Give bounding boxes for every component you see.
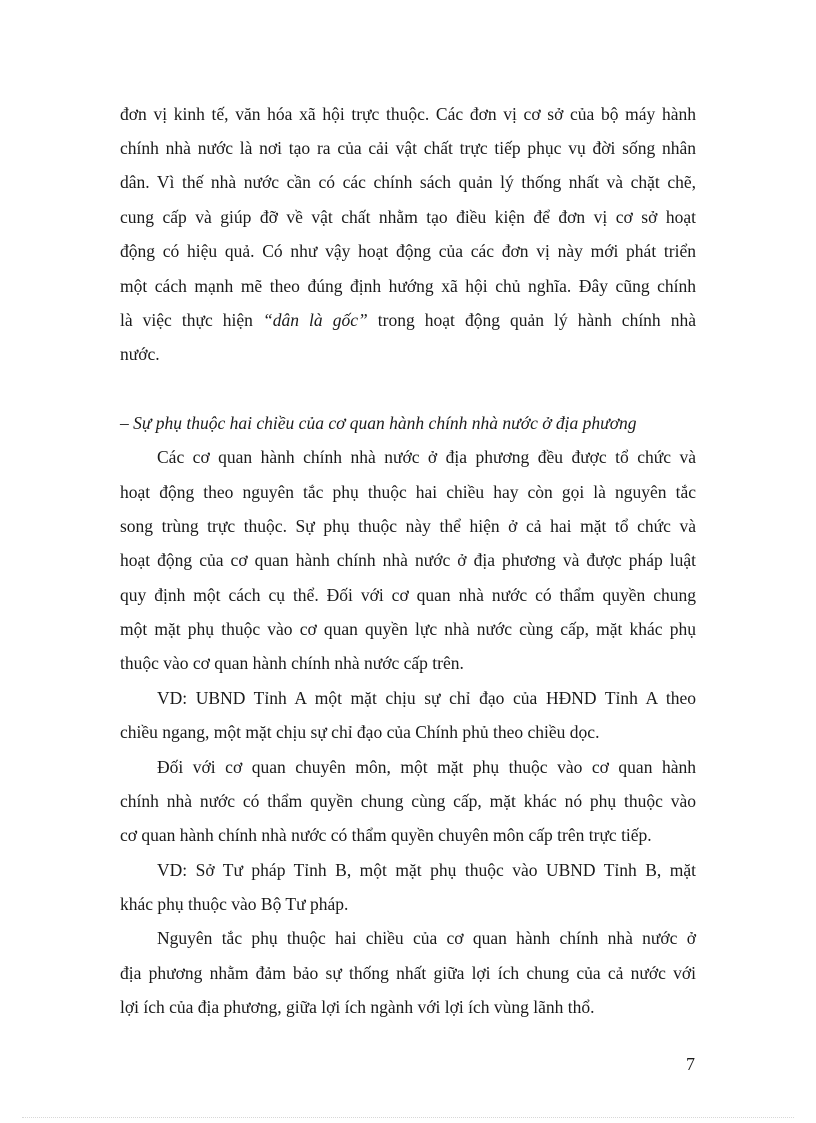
footer-divider	[22, 1117, 794, 1118]
paragraph1-line-4: cung cấp và giúp đỡ về vật chất nhằm tạo điều kiện để đơn vị cơ sở hoạt	[120, 207, 696, 227]
paragraph1-line-2: chính nhà nước là nơi tạo ra của cải vật chất trực tiếp phục vụ đời sống nhân	[120, 138, 696, 158]
paragraph2-line-2: hoạt động theo nguyên tắc phụ thuộc hai chiều hay còn gọi là nguyên tắc	[120, 482, 696, 502]
paragraph2-line-5: quy định một cách cụ thể. Đối với cơ quan nhà nước có thẩm quyền chung	[120, 585, 696, 605]
paragraph2-line-4: hoạt động của cơ quan hành chính nhà nước ở địa phương và được pháp luật	[120, 550, 696, 570]
paragraph3-line-2: chính nhà nước có thẩm quyền chung cùng cấp, mặt khác nó phụ thuộc vào	[120, 791, 696, 811]
paragraph2-line-6: một mặt phụ thuộc vào cơ quan quyền lực nhà nước cùng cấp, mặt khác phụ	[120, 619, 696, 639]
paragraph4-line-1: Nguyên tắc phụ thuộc hai chiều của cơ quan hành chính nhà nước ở	[157, 928, 696, 948]
section-heading: – Sự phụ thuộc hai chiều của cơ quan hành chính nhà nước ở địa phương	[120, 413, 637, 433]
page-number: 7	[686, 1054, 695, 1074]
paragraph2-line-7: thuộc vào cơ quan hành chính nhà nước cấp trên.	[120, 653, 464, 673]
paragraph3-line-3: cơ quan hành chính nhà nước có thẩm quyền chuyên môn cấp trên trực tiếp.	[120, 825, 652, 845]
paragraph4-line-2: địa phương nhằm đảm bảo sự thống nhất giữa lợi ích chung của cả nước với	[120, 963, 696, 983]
paragraph2-line-3: song trùng trực thuộc. Sự phụ thuộc này thể hiện ở cả hai mặt tổ chức và	[120, 516, 696, 536]
paragraph3-line-1: Đối với cơ quan chuyên môn, một mặt phụ thuộc vào cơ quan hành	[157, 757, 696, 777]
example1-line-1: VD: UBND Tỉnh A một mặt chịu sự chỉ đạo của HĐND Tỉnh A theo	[157, 688, 696, 708]
paragraph1-line-3: dân. Vì thế nhà nước cần có các chính sách quản lý thống nhất và chặt chẽ,	[120, 172, 696, 192]
example2-line-1: VD: Sở Tư pháp Tỉnh B, một mặt phụ thuộc vào UBND Tỉnh B, mặt	[157, 860, 696, 880]
paragraph1-line-6: một cách mạnh mẽ theo đúng định hướng xã hội chủ nghĩa. Đây cũng chính	[120, 276, 696, 296]
paragraph2-line-1: Các cơ quan hành chính nhà nước ở địa phương đều được tổ chức và	[157, 447, 696, 467]
example1-line-2: chiều ngang, một mặt chịu sự chỉ đạo của Chính phủ theo chiều dọc.	[120, 722, 600, 742]
paragraph4-line-3: lợi ích của địa phương, giữa lợi ích ngành với lợi ích vùng lãnh thổ.	[120, 997, 595, 1017]
paragraph1-line-5: động có hiệu quả. Có như vậy hoạt động của các đơn vị này mới phát triển	[120, 241, 696, 261]
paragraph1-line-7-end: trong hoạt động quản lý hành chính nhà	[377, 310, 696, 330]
paragraph1-line-7-start: là việc thực hiện	[120, 310, 253, 330]
dan-la-goc-emphasis: “dân là gốc”	[263, 310, 368, 330]
example2-line-2: khác phụ thuộc vào Bộ Tư pháp.	[120, 894, 349, 914]
paragraph1-line-7	[120, 309, 696, 331]
paragraph1-line-1: đơn vị kinh tế, văn hóa xã hội trực thuộc. Các đơn vị cơ sở của bộ máy hành	[120, 104, 696, 124]
paragraph1-line-8: nước.	[120, 344, 160, 364]
